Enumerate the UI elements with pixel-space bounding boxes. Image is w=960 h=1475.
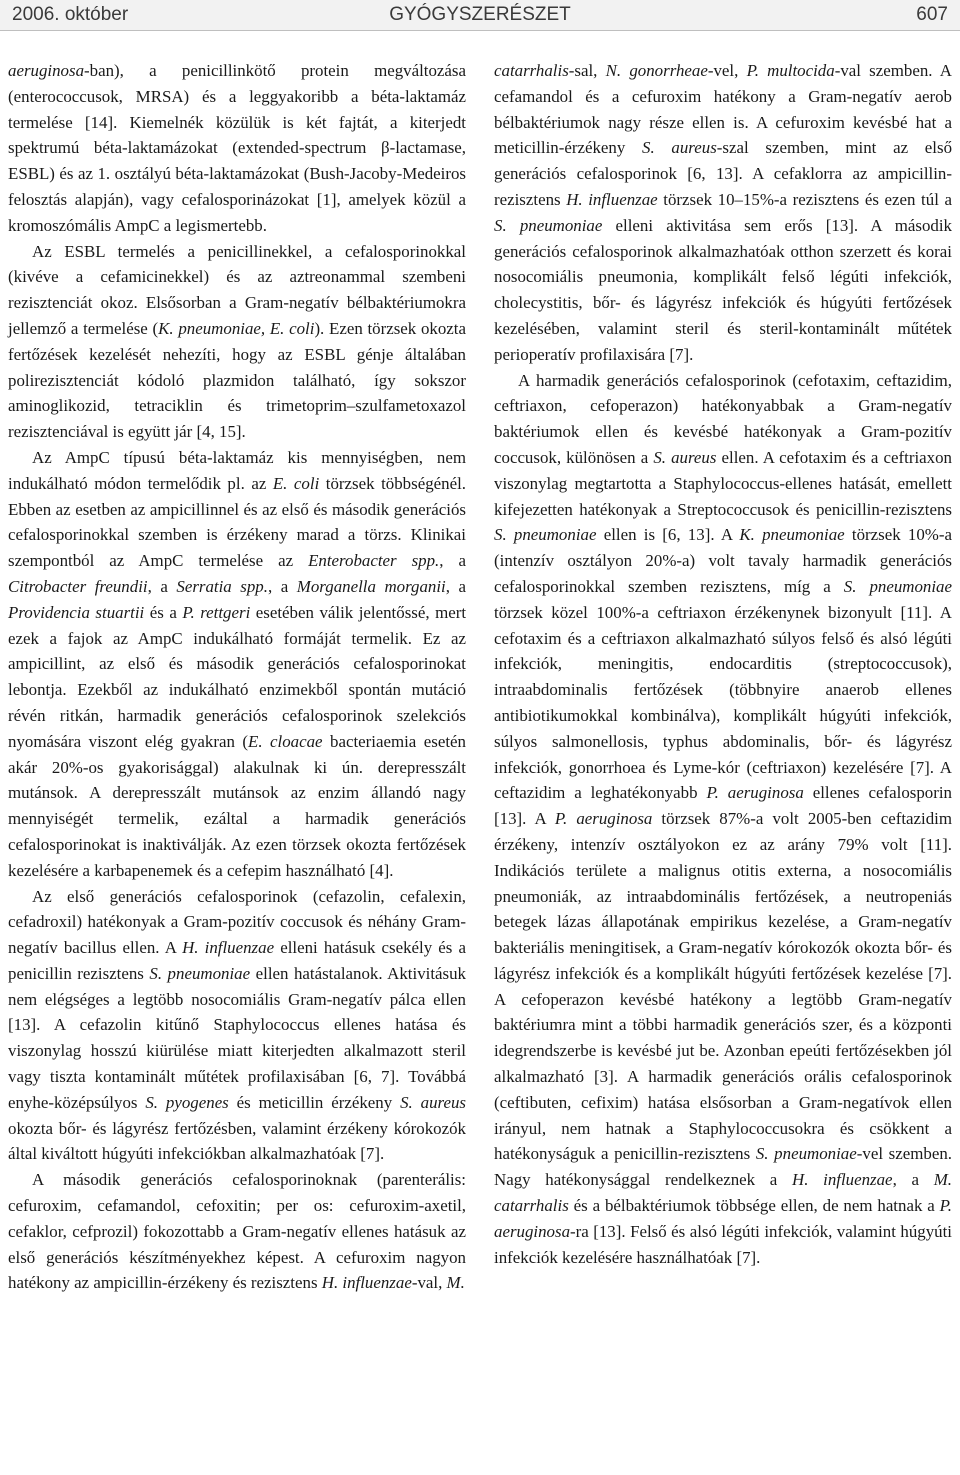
paragraph: A második generációs cefalosporinoknak (parenterális: cefuroxim, cefamandol, cefoxitin; per os: cefuroxim-axetil, cefaklor, cefprozil) fokozottabb a Gram-negatív ellenes hatásuk az első generációs készítményekhez képest. A cefuroxim nagyon hatékony az ampicillin-érzékeny és rezisztens H. influenzae-val, M. <box>8 1170 466 1293</box>
paragraph: aeruginosa-ban), a penicillinkötő protein megváltozása (enterococcusok, MRSA) és a leggyakoribb a béta-laktamáz termelése [14]. Kiemelnék közülük is két fajtát, a kiterjedt spektrumú béta-laktamázokat (extended-spectrum β-lactamase, ESBL) és az 1. osztályú béta-laktamázokat (Bush-Jacoby-Medeiros felosztás alapján), vagy cefalosporinázokat [1], amelyek közül a kromoszómális AmpC a legismertebb. <box>8 61 466 235</box>
italic-term: M. catarrhalis <box>494 1170 952 1216</box>
italic-term: Citrobacter freundii <box>8 576 148 596</box>
italic-term: E. coli <box>272 473 320 493</box>
italic-term: P. aeruginosa <box>706 783 804 803</box>
paragraph: Az első generációs cefalosporinok (cefazolin, cefalexin, cefadroxil) hatékonyak a Gram-pozitív coccusok és néhány Gram-negatív bacillus ellen. A H. influenzae elleni hatásuk csekély és a penicillin rezisztens S. pneumoniae ellen hatástalanok. Aktivitásuk nem elégséges a legtöbb nosocomiális Gram-negatív pálca ellen [13]. A cefazolin kitűnő Staphylococcus ellenes hatása és viszonylag hosszú kiürülése miatt kiterjedten alkalmazott steril vagy tiszta kontaminált műtétek profilaxisában [6, 7]. Továbbá enyhe-középsúlyos S. pyogenes és meticillin érzékeny S. aureus okozta bőr- és lágyrész fertőzésben, valamint érzékeny kórokozók által kiváltott húgyúti infekciókban alkalmazhatóak [7]. <box>8 886 466 1164</box>
italic-term: M. <box>446 1273 465 1293</box>
italic-term: K. pneumoniae <box>739 525 845 545</box>
italic-term: S. pneumoniae <box>494 525 597 545</box>
italic-term: S. pneumoniae <box>755 1144 857 1164</box>
italic-term: Providencia stuartii <box>8 602 145 622</box>
paragraph: A harmadik generációs cefalosporinok (cefotaxim, ceftazidim, ceftriaxon, cefoperazon) hatékonyabbak a Gram-negatív baktériumok ellen és kevésbé hatékonyak a Gram-pozitív coccusok, különösen a S. aureus ellen. A cefotaxim és a ceftriaxon viszonylag megtartotta a Staphylococcus-ellenes hatását, emellett kifejezetten hatékonyak a Streptococcusok és penicillin-rezisztens S. pneumoniae ellen is [6, 13]. A K. pneumoniae törzsek 10%-a (intenzív osztályon 20%-a) volt tavaly harmadik generációs cefalosporinokkal szemben rezisztens, míg a S. pneumoniae törzsek közel 100%-a ceftriaxon érzékenynek bizonyult [11]. A cefotaxim és a ceftriaxon alkalmazható súlyos felső és alsó légúti infekciók, meningitis, endocarditis (streptococcusok), intraabdominalis fertőzések (többnyire anaerob ellenes antibiotikumokkal kombinálva), komplikált húgyúti infekciók, súlyos salmonellosis, typhus abdominalis, bőr- és lágyrész infekciók, gonorrhoea és Lyme-kór (ceftriaxon) kezelésére [7]. A ceftazidim a leghatékonyabb P. aeruginosa ellenes cefalosporin [13]. A P. aeruginosa törzsek 87%-a volt 2005-ben ceftazidim érzékeny, intenzív osztályokon ez az arány 79% volt [11]. Indikációs területe a malignus otitis externa, a nosocomiális pneumoniák, az intraabdominális fertőzések, a neutropeniás betegek lázas állapotának empirikus kezelése, a Gram-negatív bakteriális meningitisek, a Gram-negatív kórokozók okozta bőr- és lágyrész infekciók és a komplikált húgyúti fertőzések kezelése [7]. A cefoperazon kevésbé hatékony a legtöbb Gram-negatív baktériumra mint a többi harmadik generációs szer, és a központi idegrendszerbe is kevésbé jut be. Azonban epeúti fertőzésekben jól alkalmazható [3]. A harmadik generációs orális cefalosporinok (ceftibuten, cefixim) hatása elsősorban a Gram-negatívok ellen irányul, nem hatnak a Staphylococcusokra és csökkent a hatékonyságuk a penicillin-rezisztens S. pneumoniae-vel szemben. Nagy hatékonysággal rendelkeznek a H. influenzae, a M. catarrhalis és a bélbaktériumok többsége ellen, de nem hatnak a P. aeruginosa-ra [13]. Felső és alsó légúti infekciók, valamint húgyúti infekciók kezelésére használhatóak [7]. <box>494 370 953 1267</box>
italic-term: S. pneumoniae <box>149 963 251 983</box>
italic-term: H. influenzae <box>792 1170 893 1190</box>
paragraph: catarrhalis-sal, N. gonorrheae-vel, P. multocida-val szemben. A cefamandol és a cefuroxim hatékony a Gram-negatív aerob bélbaktériumok nagy része ellen is. A cefuroxim kevésbé hat a meticillin-érzékeny S. aureus-szal szemben, mint az első generációs cefalosporinok [6, 13]. A cefaklorra az ampicillin-rezisztens H. influenzae törzsek 10–15%-a rezisztens és ezen túl a S. pneumoniae elleni aktivitása sem erős [13]. A második generációs cefalosporinok alkalmazhatóak otthon szerzett és korai nosocomiális pneumonia, komplikált felső légúti infekciók, cholecystitis, bőr- és lágyrész infekciók és húgyúti fertőzések kezelésében, valamint steril és steril-kontaminált műtétek perioperatív profilaxisára [7]. <box>494 61 953 364</box>
italic-term: catarrhalis <box>494 61 569 80</box>
italic-term: Morganella morganii <box>296 576 446 596</box>
italic-term: E. cloacae <box>248 731 323 751</box>
italic-term: P. aeruginosa <box>554 809 653 829</box>
italic-term: H. influenzae <box>321 1273 412 1293</box>
italic-term: H. influenzae <box>566 189 658 209</box>
right-text-column <box>494 58 952 1270</box>
italic-term: S. aureus <box>642 138 717 158</box>
italic-term: P. multocida <box>746 61 835 80</box>
paragraph: Az AmpC típusú béta-laktamáz kis mennyiségben, nem indukálható módon termelődik pl. az E. coli törzsek többségénél. Ebben az esetben az ampicillinnel és az első és második generációs cefalosporinokkal szemben is érzékeny marad a törzs. Klinikai szempontból az AmpC termelése az Enterobacter spp., a Citrobacter freundii, a Serratia spp., a Morganella morganii, a Providencia stuartii és a P. rettgeri esetében válik jelentőssé, mert ezek a fajok az AmpC indukálható formáját termelik. Ez az ampicillint, az első és második generációs cefalosporinokat lebontja. Ezekből az indukálható enzimekből spontán mutáció révén ritkán, harmadik generációs cefalosporinok szelekciós nyomására viszont elég gyakran (E. cloacae bacteriaemia esetén akár 20%-os gyakorisággal) alakulnak ki ún. derepresszált mutánsok. A derepresszált mutánsok az enzim állandó nagy mennyiségét termelik, ezáltal a harmadik generációs cefalosporinokat is inaktiválják. Az ezen törzsek okozta fertőzések kezelésére a karbapenemek és a cefepim használható [4]. <box>8 447 467 880</box>
page-number: 607 <box>916 4 948 25</box>
italic-term: K. pneumoniae, E. coli <box>158 318 315 338</box>
italic-term: S. aureus <box>400 1092 466 1112</box>
running-header <box>0 0 960 31</box>
italic-term: aeruginosa <box>8 61 85 80</box>
journal-title: GYÓGYSZERÉSZET <box>389 4 571 25</box>
italic-term: S. aureus <box>653 447 717 467</box>
italic-term: Serratia spp. <box>176 576 268 596</box>
paragraph: Az ESBL termelés a penicillinekkel, a cefalosporinokkal (kivéve a cefamicinekkel) és az aztreonammal szembeni rezisztenciát okoz. Elsősorban a Gram-negatív bélbaktériumokra jellemző a termelése (K. pneumoniae, E. coli). Ezen törzsek okozta fertőzések kezelését nehezíti, hogy az ESBL génje általában polirezisztenciát kódoló plazmidon található, így sokszor aminoglikozid, tetraciklin és trimetoprim–szulfametoxazol rezisztenciával is együtt jár [4, 15]. <box>8 241 466 442</box>
italic-term: S. pneumoniae <box>494 215 603 235</box>
italic-term: P. aeruginosa <box>494 1196 952 1241</box>
italic-term: N. gonorrheae <box>605 61 708 80</box>
italic-term: S. pyogenes <box>145 1092 229 1112</box>
italic-term: H. influenzae <box>182 938 275 958</box>
issue-date: 2006. október <box>12 4 129 25</box>
italic-term: S. pneumoniae <box>843 576 953 596</box>
left-text-column <box>8 58 466 1296</box>
italic-term: P. rettgeri <box>182 602 251 622</box>
italic-term: Enterobacter spp. <box>308 551 440 571</box>
